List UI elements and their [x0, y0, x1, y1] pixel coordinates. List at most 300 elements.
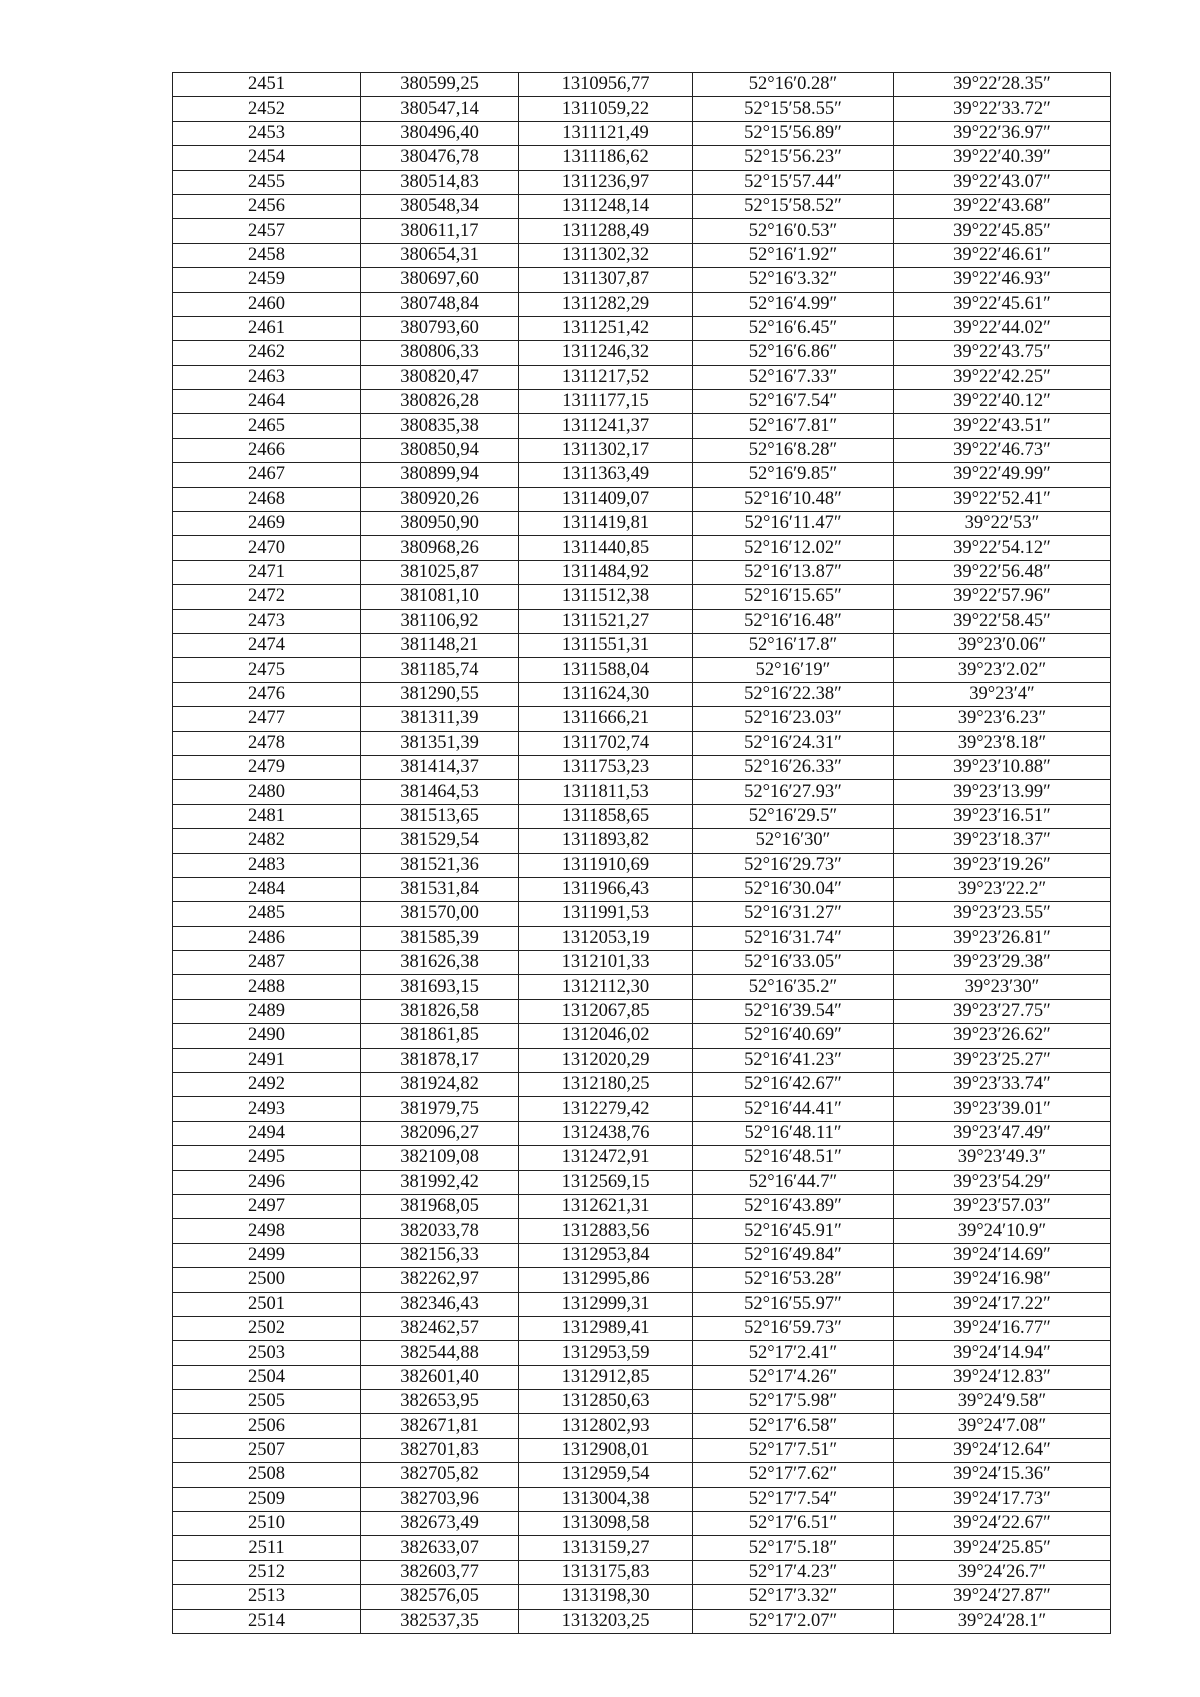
y-coordinate-cell: 1312999,31: [519, 1292, 693, 1316]
latitude-cell: 52°17′5.98″: [693, 1390, 894, 1414]
table-row: [173, 1316, 1111, 1340]
y-coordinate-cell: 1312908,01: [519, 1438, 693, 1462]
y-coordinate-cell: 1312802,93: [519, 1414, 693, 1438]
latitude-cell: 52°15′56.23″: [693, 146, 894, 170]
table-row: [173, 487, 1111, 511]
y-coordinate-cell: 1312112,30: [519, 975, 693, 999]
table-row: [173, 536, 1111, 560]
longitude-cell: 39°24′10.9″: [894, 1219, 1111, 1243]
latitude-cell: 52°16′0.28″: [693, 73, 894, 97]
latitude-cell: 52°16′44.41″: [693, 1097, 894, 1121]
longitude-cell: 39°23′47.49″: [894, 1121, 1111, 1145]
point-number-cell: 2513: [173, 1585, 361, 1609]
longitude-cell: 39°23′22.2″: [894, 877, 1111, 901]
table-row: [173, 292, 1111, 316]
x-coordinate-cell: 382601,40: [361, 1365, 519, 1389]
table-row: [173, 902, 1111, 926]
x-coordinate-cell: 381311,39: [361, 707, 519, 731]
point-number-cell: 2500: [173, 1268, 361, 1292]
table-row: [173, 1146, 1111, 1170]
longitude-cell: 39°23′13.99″: [894, 780, 1111, 804]
x-coordinate-cell: 381924,82: [361, 1073, 519, 1097]
longitude-cell: 39°22′33.72″: [894, 97, 1111, 121]
y-coordinate-cell: 1311217,52: [519, 365, 693, 389]
longitude-cell: 39°23′30″: [894, 975, 1111, 999]
y-coordinate-cell: 1313203,25: [519, 1609, 693, 1633]
x-coordinate-cell: 381081,10: [361, 585, 519, 609]
longitude-cell: 39°23′26.62″: [894, 1024, 1111, 1048]
longitude-cell: 39°22′43.07″: [894, 170, 1111, 194]
y-coordinate-cell: 1312621,31: [519, 1194, 693, 1218]
longitude-cell: 39°23′19.26″: [894, 853, 1111, 877]
longitude-cell: 39°23′8.18″: [894, 731, 1111, 755]
x-coordinate-cell: 380697,60: [361, 268, 519, 292]
table-row: [173, 609, 1111, 633]
latitude-cell: 52°16′11.47″: [693, 512, 894, 536]
longitude-cell: 39°23′4″: [894, 682, 1111, 706]
table-row: [173, 1243, 1111, 1267]
table-row: [173, 1194, 1111, 1218]
x-coordinate-cell: 380950,90: [361, 512, 519, 536]
point-number-cell: 2508: [173, 1463, 361, 1487]
longitude-cell: 39°22′49.99″: [894, 463, 1111, 487]
y-coordinate-cell: 1313159,27: [519, 1536, 693, 1560]
point-number-cell: 2480: [173, 780, 361, 804]
x-coordinate-cell: 382537,35: [361, 1609, 519, 1633]
point-number-cell: 2458: [173, 243, 361, 267]
longitude-cell: 39°24′17.22″: [894, 1292, 1111, 1316]
y-coordinate-cell: 1311251,42: [519, 316, 693, 340]
y-coordinate-cell: 1311409,07: [519, 487, 693, 511]
latitude-cell: 52°17′6.58″: [693, 1414, 894, 1438]
x-coordinate-cell: 381290,55: [361, 682, 519, 706]
point-number-cell: 2459: [173, 268, 361, 292]
y-coordinate-cell: 1312046,02: [519, 1024, 693, 1048]
point-number-cell: 2479: [173, 755, 361, 779]
table-row: [173, 1390, 1111, 1414]
table-row: [173, 316, 1111, 340]
latitude-cell: 52°17′7.54″: [693, 1487, 894, 1511]
latitude-cell: 52°16′16.48″: [693, 609, 894, 633]
longitude-cell: 39°24′26.7″: [894, 1560, 1111, 1584]
latitude-cell: 52°16′55.97″: [693, 1292, 894, 1316]
x-coordinate-cell: 381570,00: [361, 902, 519, 926]
latitude-cell: 52°16′24.31″: [693, 731, 894, 755]
x-coordinate-cell: 381464,53: [361, 780, 519, 804]
longitude-cell: 39°24′27.87″: [894, 1585, 1111, 1609]
latitude-cell: 52°16′53.28″: [693, 1268, 894, 1292]
longitude-cell: 39°22′45.85″: [894, 219, 1111, 243]
longitude-cell: 39°23′29.38″: [894, 951, 1111, 975]
table-row: [173, 1609, 1111, 1633]
longitude-cell: 39°22′46.61″: [894, 243, 1111, 267]
longitude-cell: 39°23′0.06″: [894, 633, 1111, 657]
point-number-cell: 2502: [173, 1316, 361, 1340]
x-coordinate-cell: 381878,17: [361, 1048, 519, 1072]
latitude-cell: 52°15′57.44″: [693, 170, 894, 194]
table-row: [173, 585, 1111, 609]
table-row: [173, 829, 1111, 853]
x-coordinate-cell: 382096,27: [361, 1121, 519, 1145]
point-number-cell: 2487: [173, 951, 361, 975]
table-row: [173, 463, 1111, 487]
longitude-cell: 39°23′49.3″: [894, 1146, 1111, 1170]
y-coordinate-cell: 1311624,30: [519, 682, 693, 706]
table-row: [173, 1292, 1111, 1316]
x-coordinate-cell: 382544,88: [361, 1341, 519, 1365]
y-coordinate-cell: 1313175,83: [519, 1560, 693, 1584]
y-coordinate-cell: 1312953,84: [519, 1243, 693, 1267]
longitude-cell: 39°23′6.23″: [894, 707, 1111, 731]
latitude-cell: 52°17′2.41″: [693, 1341, 894, 1365]
point-number-cell: 2466: [173, 438, 361, 462]
point-number-cell: 2462: [173, 341, 361, 365]
longitude-cell: 39°22′45.61″: [894, 292, 1111, 316]
longitude-cell: 39°24′17.73″: [894, 1487, 1111, 1511]
table-row: [173, 1121, 1111, 1145]
longitude-cell: 39°22′52.41″: [894, 487, 1111, 511]
x-coordinate-cell: 382673,49: [361, 1512, 519, 1536]
table-row: [173, 414, 1111, 438]
table-row: [173, 1219, 1111, 1243]
latitude-cell: 52°15′56.89″: [693, 121, 894, 145]
x-coordinate-cell: 382603,77: [361, 1560, 519, 1584]
longitude-cell: 39°23′25.27″: [894, 1048, 1111, 1072]
latitude-cell: 52°16′27.93″: [693, 780, 894, 804]
table-row: [173, 780, 1111, 804]
longitude-cell: 39°22′43.75″: [894, 341, 1111, 365]
x-coordinate-cell: 382033,78: [361, 1219, 519, 1243]
table-row: [173, 390, 1111, 414]
point-number-cell: 2457: [173, 219, 361, 243]
latitude-cell: 52°16′22.38″: [693, 682, 894, 706]
x-coordinate-cell: 380548,34: [361, 194, 519, 218]
y-coordinate-cell: 1311246,32: [519, 341, 693, 365]
x-coordinate-cell: 380968,26: [361, 536, 519, 560]
x-coordinate-cell: 381585,39: [361, 926, 519, 950]
longitude-cell: 39°23′2.02″: [894, 658, 1111, 682]
longitude-cell: 39°24′14.69″: [894, 1243, 1111, 1267]
longitude-cell: 39°23′23.55″: [894, 902, 1111, 926]
y-coordinate-cell: 1311302,17: [519, 438, 693, 462]
latitude-cell: 52°16′59.73″: [693, 1316, 894, 1340]
table-row: [173, 1487, 1111, 1511]
y-coordinate-cell: 1311858,65: [519, 804, 693, 828]
longitude-cell: 39°22′40.39″: [894, 146, 1111, 170]
latitude-cell: 52°16′39.54″: [693, 999, 894, 1023]
x-coordinate-cell: 381148,21: [361, 633, 519, 657]
y-coordinate-cell: 1311702,74: [519, 731, 693, 755]
longitude-cell: 39°23′16.51″: [894, 804, 1111, 828]
point-number-cell: 2461: [173, 316, 361, 340]
latitude-cell: 52°17′4.26″: [693, 1365, 894, 1389]
point-number-cell: 2452: [173, 97, 361, 121]
point-number-cell: 2483: [173, 853, 361, 877]
latitude-cell: 52°16′48.51″: [693, 1146, 894, 1170]
longitude-cell: 39°22′56.48″: [894, 560, 1111, 584]
y-coordinate-cell: 1311512,38: [519, 585, 693, 609]
table-row: [173, 1463, 1111, 1487]
y-coordinate-cell: 1311059,22: [519, 97, 693, 121]
y-coordinate-cell: 1311484,92: [519, 560, 693, 584]
table-row: [173, 1414, 1111, 1438]
point-number-cell: 2481: [173, 804, 361, 828]
longitude-cell: 39°22′46.93″: [894, 268, 1111, 292]
point-number-cell: 2478: [173, 731, 361, 755]
table-row: [173, 1073, 1111, 1097]
table-row: [173, 707, 1111, 731]
y-coordinate-cell: 1312959,54: [519, 1463, 693, 1487]
y-coordinate-cell: 1310956,77: [519, 73, 693, 97]
longitude-cell: 39°23′18.37″: [894, 829, 1111, 853]
point-number-cell: 2464: [173, 390, 361, 414]
longitude-cell: 39°24′16.98″: [894, 1268, 1111, 1292]
y-coordinate-cell: 1311307,87: [519, 268, 693, 292]
latitude-cell: 52°17′2.07″: [693, 1609, 894, 1633]
x-coordinate-cell: 381521,36: [361, 853, 519, 877]
point-number-cell: 2504: [173, 1365, 361, 1389]
point-number-cell: 2491: [173, 1048, 361, 1072]
x-coordinate-cell: 382653,95: [361, 1390, 519, 1414]
point-number-cell: 2507: [173, 1438, 361, 1462]
latitude-cell: 52°16′6.45″: [693, 316, 894, 340]
table-row: [173, 512, 1111, 536]
latitude-cell: 52°16′35.2″: [693, 975, 894, 999]
x-coordinate-cell: 381861,85: [361, 1024, 519, 1048]
point-number-cell: 2512: [173, 1560, 361, 1584]
table-row: [173, 1097, 1111, 1121]
table-row: [173, 926, 1111, 950]
table-row: [173, 1560, 1111, 1584]
point-number-cell: 2485: [173, 902, 361, 926]
point-number-cell: 2474: [173, 633, 361, 657]
y-coordinate-cell: 1311177,15: [519, 390, 693, 414]
x-coordinate-cell: 381693,15: [361, 975, 519, 999]
x-coordinate-cell: 380920,26: [361, 487, 519, 511]
point-number-cell: 2501: [173, 1292, 361, 1316]
x-coordinate-cell: 382156,33: [361, 1243, 519, 1267]
latitude-cell: 52°16′33.05″: [693, 951, 894, 975]
latitude-cell: 52°17′6.51″: [693, 1512, 894, 1536]
y-coordinate-cell: 1311991,53: [519, 902, 693, 926]
latitude-cell: 52°16′4.99″: [693, 292, 894, 316]
point-number-cell: 2468: [173, 487, 361, 511]
longitude-cell: 39°22′43.68″: [894, 194, 1111, 218]
x-coordinate-cell: 381025,87: [361, 560, 519, 584]
table-row: [173, 560, 1111, 584]
table-row: [173, 853, 1111, 877]
x-coordinate-cell: 381992,42: [361, 1170, 519, 1194]
point-number-cell: 2455: [173, 170, 361, 194]
x-coordinate-cell: 380806,33: [361, 341, 519, 365]
x-coordinate-cell: 382262,97: [361, 1268, 519, 1292]
latitude-cell: 52°16′23.03″: [693, 707, 894, 731]
table-row: [173, 1024, 1111, 1048]
table-row: [173, 365, 1111, 389]
y-coordinate-cell: 1311282,29: [519, 292, 693, 316]
table-row: [173, 1438, 1111, 1462]
table-row: [173, 1341, 1111, 1365]
x-coordinate-cell: 381106,92: [361, 609, 519, 633]
table-row: [173, 1585, 1111, 1609]
table-row: [173, 341, 1111, 365]
y-coordinate-cell: 1311186,62: [519, 146, 693, 170]
latitude-cell: 52°17′7.51″: [693, 1438, 894, 1462]
x-coordinate-cell: 382109,08: [361, 1146, 519, 1170]
latitude-cell: 52°16′44.7″: [693, 1170, 894, 1194]
y-coordinate-cell: 1311666,21: [519, 707, 693, 731]
longitude-cell: 39°22′46.73″: [894, 438, 1111, 462]
longitude-cell: 39°22′36.97″: [894, 121, 1111, 145]
x-coordinate-cell: 380820,47: [361, 365, 519, 389]
latitude-cell: 52°16′43.89″: [693, 1194, 894, 1218]
table-row: [173, 1512, 1111, 1536]
point-number-cell: 2496: [173, 1170, 361, 1194]
y-coordinate-cell: 1311551,31: [519, 633, 693, 657]
latitude-cell: 52°16′7.81″: [693, 414, 894, 438]
latitude-cell: 52°16′19″: [693, 658, 894, 682]
x-coordinate-cell: 380476,78: [361, 146, 519, 170]
longitude-cell: 39°23′39.01″: [894, 1097, 1111, 1121]
point-number-cell: 2489: [173, 999, 361, 1023]
table-row: [173, 1268, 1111, 1292]
x-coordinate-cell: 382346,43: [361, 1292, 519, 1316]
latitude-cell: 52°16′1.92″: [693, 243, 894, 267]
latitude-cell: 52°16′40.69″: [693, 1024, 894, 1048]
point-number-cell: 2454: [173, 146, 361, 170]
table-row: [173, 146, 1111, 170]
longitude-cell: 39°22′44.02″: [894, 316, 1111, 340]
x-coordinate-cell: 382633,07: [361, 1536, 519, 1560]
latitude-cell: 52°15′58.55″: [693, 97, 894, 121]
y-coordinate-cell: 1312850,63: [519, 1390, 693, 1414]
longitude-cell: 39°22′43.51″: [894, 414, 1111, 438]
longitude-cell: 39°23′10.88″: [894, 755, 1111, 779]
table-row: [173, 999, 1111, 1023]
latitude-cell: 52°16′30″: [693, 829, 894, 853]
latitude-cell: 52°17′3.32″: [693, 1585, 894, 1609]
latitude-cell: 52°16′0.53″: [693, 219, 894, 243]
table-row: [173, 121, 1111, 145]
latitude-cell: 52°16′42.67″: [693, 1073, 894, 1097]
x-coordinate-cell: 381826,58: [361, 999, 519, 1023]
y-coordinate-cell: 1312279,42: [519, 1097, 693, 1121]
latitude-cell: 52°17′4.23″: [693, 1560, 894, 1584]
x-coordinate-cell: 380496,40: [361, 121, 519, 145]
longitude-cell: 39°23′27.75″: [894, 999, 1111, 1023]
table-row: [173, 877, 1111, 901]
longitude-cell: 39°24′12.83″: [894, 1365, 1111, 1389]
point-number-cell: 2475: [173, 658, 361, 682]
x-coordinate-cell: 380547,14: [361, 97, 519, 121]
y-coordinate-cell: 1311419,81: [519, 512, 693, 536]
table-row: [173, 804, 1111, 828]
point-number-cell: 2451: [173, 73, 361, 97]
point-number-cell: 2463: [173, 365, 361, 389]
point-number-cell: 2467: [173, 463, 361, 487]
point-number-cell: 2456: [173, 194, 361, 218]
point-number-cell: 2494: [173, 1121, 361, 1145]
x-coordinate-cell: 382701,83: [361, 1438, 519, 1462]
y-coordinate-cell: 1312067,85: [519, 999, 693, 1023]
table-row: [173, 633, 1111, 657]
table-row: [173, 658, 1111, 682]
x-coordinate-cell: 380599,25: [361, 73, 519, 97]
point-number-cell: 2510: [173, 1512, 361, 1536]
x-coordinate-cell: 381529,54: [361, 829, 519, 853]
longitude-cell: 39°22′58.45″: [894, 609, 1111, 633]
latitude-cell: 52°16′41.23″: [693, 1048, 894, 1072]
y-coordinate-cell: 1311302,32: [519, 243, 693, 267]
y-coordinate-cell: 1313198,30: [519, 1585, 693, 1609]
table-row: [173, 731, 1111, 755]
longitude-cell: 39°22′57.96″: [894, 585, 1111, 609]
longitude-cell: 39°22′42.25″: [894, 365, 1111, 389]
point-number-cell: 2460: [173, 292, 361, 316]
y-coordinate-cell: 1312569,15: [519, 1170, 693, 1194]
table-row: [173, 682, 1111, 706]
point-number-cell: 2509: [173, 1487, 361, 1511]
x-coordinate-cell: 380850,94: [361, 438, 519, 462]
y-coordinate-cell: 1311910,69: [519, 853, 693, 877]
y-coordinate-cell: 1312180,25: [519, 1073, 693, 1097]
y-coordinate-cell: 1311811,53: [519, 780, 693, 804]
table-row: [173, 219, 1111, 243]
y-coordinate-cell: 1311236,97: [519, 170, 693, 194]
y-coordinate-cell: 1311753,23: [519, 755, 693, 779]
latitude-cell: 52°16′7.54″: [693, 390, 894, 414]
point-number-cell: 2497: [173, 1194, 361, 1218]
table-row: [173, 1170, 1111, 1194]
longitude-cell: 39°23′33.74″: [894, 1073, 1111, 1097]
y-coordinate-cell: 1311966,43: [519, 877, 693, 901]
point-number-cell: 2493: [173, 1097, 361, 1121]
y-coordinate-cell: 1312472,91: [519, 1146, 693, 1170]
latitude-cell: 52°16′30.04″: [693, 877, 894, 901]
latitude-cell: 52°17′7.62″: [693, 1463, 894, 1487]
table-row: [173, 268, 1111, 292]
table-row: [173, 755, 1111, 779]
latitude-cell: 52°16′31.74″: [693, 926, 894, 950]
x-coordinate-cell: 381979,75: [361, 1097, 519, 1121]
latitude-cell: 52°16′6.86″: [693, 341, 894, 365]
coordinates-table: [172, 72, 1111, 1634]
x-coordinate-cell: 380826,28: [361, 390, 519, 414]
point-number-cell: 2505: [173, 1390, 361, 1414]
y-coordinate-cell: 1312883,56: [519, 1219, 693, 1243]
latitude-cell: 52°16′29.73″: [693, 853, 894, 877]
longitude-cell: 39°24′9.58″: [894, 1390, 1111, 1414]
longitude-cell: 39°24′16.77″: [894, 1316, 1111, 1340]
point-number-cell: 2476: [173, 682, 361, 706]
x-coordinate-cell: 381531,84: [361, 877, 519, 901]
point-number-cell: 2470: [173, 536, 361, 560]
latitude-cell: 52°16′17.8″: [693, 633, 894, 657]
x-coordinate-cell: 380899,94: [361, 463, 519, 487]
table-row: [173, 951, 1111, 975]
point-number-cell: 2486: [173, 926, 361, 950]
coordinates-table-body: [173, 73, 1111, 1634]
table-row: [173, 1048, 1111, 1072]
longitude-cell: 39°24′22.67″: [894, 1512, 1111, 1536]
y-coordinate-cell: 1313004,38: [519, 1487, 693, 1511]
x-coordinate-cell: 381968,05: [361, 1194, 519, 1218]
y-coordinate-cell: 1312020,29: [519, 1048, 693, 1072]
point-number-cell: 2477: [173, 707, 361, 731]
longitude-cell: 39°24′15.36″: [894, 1463, 1111, 1487]
y-coordinate-cell: 1311288,49: [519, 219, 693, 243]
latitude-cell: 52°16′49.84″: [693, 1243, 894, 1267]
